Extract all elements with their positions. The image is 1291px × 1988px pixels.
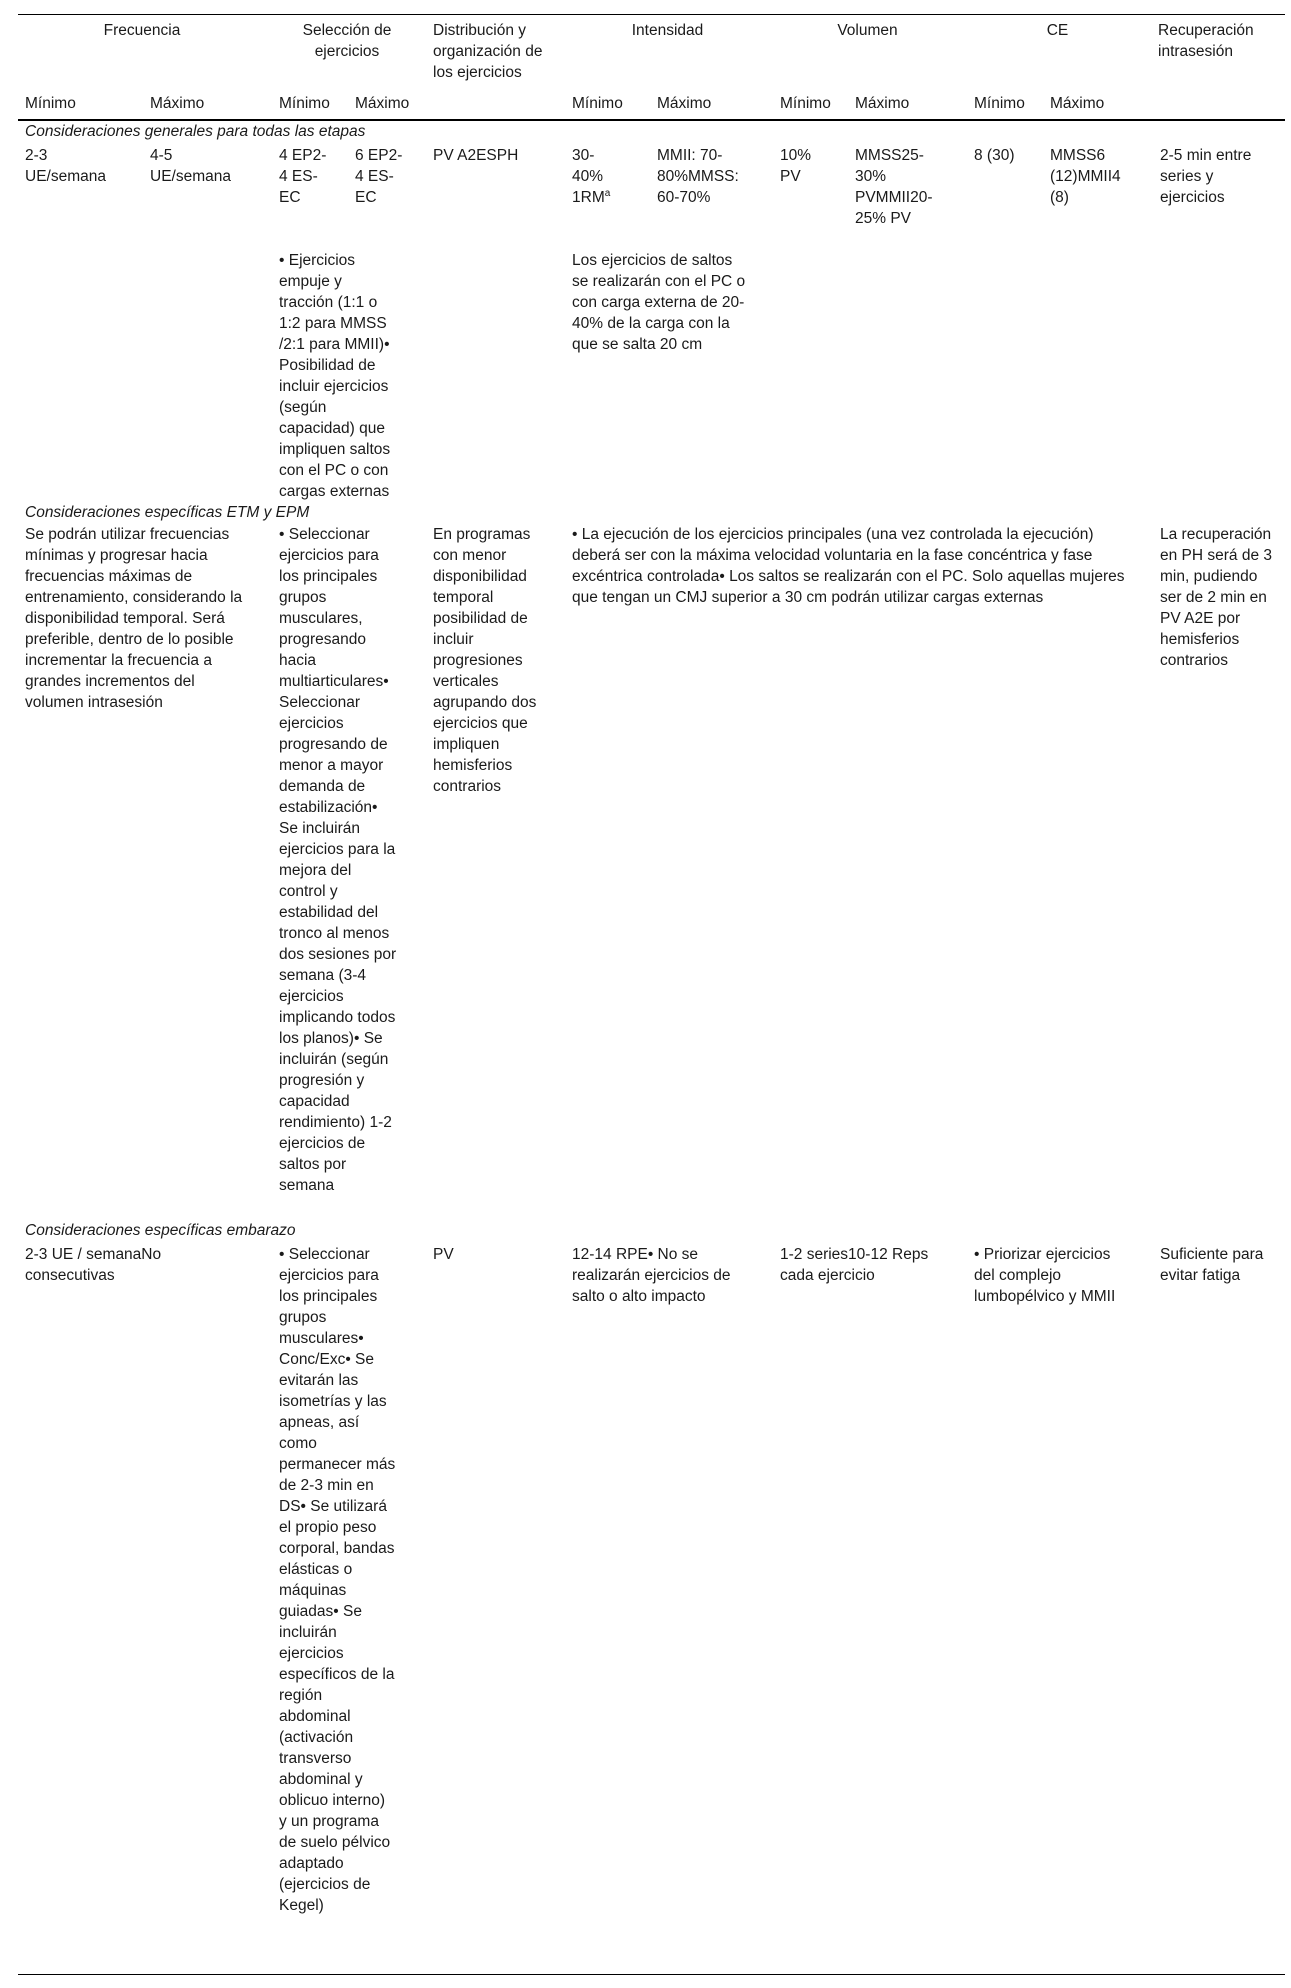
header-ce: CE: [1046, 22, 1069, 39]
embarazo-seleccion: • Seleccionar ejercicios para los principales grupos musculares• Conc/Exc• Se evitarán las isometrías y las apneas, así como permanecer más de 2-3 min en DS• Se utilizará el propio peso corporal, bandas elásticas o máquinas guiadas• Se incluirán ejercicios específicos de la región abdominal (activación transverso abdominal y oblicuo interno) y un programa de suelo pélvico adaptado (ejercicios de Kegel): [279, 1246, 396, 1914]
section-title-generales: Consideraciones generales para todas las etapas: [25, 123, 366, 140]
header-vol-minimo: Mínimo: [780, 95, 831, 112]
section-title-embarazo: Consideraciones específicas embarazo: [25, 1222, 296, 1239]
generales-sel-max: 6 EP2-4 ES-EC: [355, 147, 403, 206]
header-frec-minimo: Mínimo: [25, 95, 76, 112]
etm-distribucion: En programas con menor disponibilidad temporal posibilidad de incluir progresiones verticales agrupando dos ejercicios que impliquen hemisferios contrarios: [433, 526, 537, 795]
generales-vol-max: MMSS25-30% PVMMII20-25% PV: [855, 147, 933, 227]
generales-frec-min: 2-3 UE/semana: [25, 147, 106, 185]
table-top-rule: [18, 14, 1285, 15]
embarazo-distribucion: PV: [433, 1246, 454, 1263]
generales-vol-min: 10% PV: [780, 147, 812, 185]
header-volumen: Volumen: [837, 22, 898, 39]
header-sel-maximo: Máximo: [355, 95, 410, 112]
embarazo-frecuencia: 2-3 UE / semanaNo consecutivas: [25, 1246, 162, 1284]
generales-ce-max: MMSS6 (12)MMII4 (8): [1050, 147, 1121, 206]
header-intensidad: Intensidad: [631, 22, 704, 39]
header-frecuencia: Frecuencia: [103, 22, 181, 39]
header-seleccion: Selección de ejercicios: [302, 22, 392, 60]
header-ce-maximo: Máximo: [1050, 95, 1105, 112]
footnote-a: a: [604, 187, 611, 199]
generales-recuperacion: 2-5 min entre series y ejercicios: [1160, 147, 1252, 206]
etm-intensidad: • La ejecución de los ejercicios principales (una vez controlada la ejecución) deberá ser con la máxima velocidad voluntaria en la fase concéntrica y fase excéntrica controlada• Los saltos se realizarán con el PC. Solo aquellas mujeres que tengan un CMJ superior a 30 cm podrán utilizar cargas externas: [572, 526, 1125, 606]
embarazo-intensidad: 12-14 RPE• No se realizarán ejercicios de salto o alto impacto: [572, 1246, 731, 1305]
header-frec-maximo: Máximo: [150, 95, 205, 112]
etm-seleccion: • Seleccionar ejercicios para los principales grupos musculares, progresando hacia multiarticulares• Seleccionar ejercicios progresando de menor a mayor demanda de estabilización• Se incluirán ejercicios para la mejora del control y estabilidad del tronco al menos dos sesiones por semana (3-4 ejercicios implicando todos los planos)• Se incluirán (según progresión y capacidad rendimiento) 1-2 ejercicios de saltos por semana: [279, 526, 397, 1194]
header-int-minimo: Mínimo: [572, 95, 623, 112]
embarazo-recuperacion: Suficiente para evitar fatiga: [1160, 1246, 1264, 1284]
header-ce-minimo: Mínimo: [974, 95, 1025, 112]
generales-int-min: [572, 145, 624, 208]
header-vol-maximo: Máximo: [855, 95, 910, 112]
header-recuperacion: Recuperación intrasesión: [1158, 22, 1254, 60]
generales-ce-min: 8 (30): [974, 147, 1015, 164]
etm-recuperacion: La recuperación en PH será de 3 min, pudiendo ser de 2 min en PV A2E por hemisferios contrarios: [1160, 526, 1273, 669]
header-sel-minimo: Mínimo: [279, 95, 330, 112]
generales-sel-extra: • Ejercicios empuje y tracción (1:1 o 1:2 para MMSS /2:1 para MMII)• Posibilidad de incluir ejercicios (según capacidad) que impliquen saltos con el PC o con cargas externas: [279, 252, 391, 500]
header-int-maximo: Máximo: [657, 95, 712, 112]
generales-int-min-text: 30-40% 1RM: [572, 147, 605, 206]
embarazo-ce: • Priorizar ejercicios del complejo lumbopélvico y MMII: [974, 1246, 1116, 1305]
generales-int-extra: Los ejercicios de saltos se realizarán con el PC o con carga externa de 20-40% de la carga con la que se salta 20 cm: [572, 252, 746, 353]
generales-frec-max: 4-5 UE/semana: [150, 147, 231, 185]
generales-sel-min: 4 EP2-4 ES-EC: [279, 147, 327, 206]
etm-frecuencia: Se podrán utilizar frecuencias mínimas y progresar hacia frecuencias máximas de entrenamiento, considerando la disponibilidad temporal. Será preferible, dentro de lo posible incrementar la frecuencia a grandes incrementos del volumen intrasesión: [25, 526, 243, 711]
table-bottom-rule: [18, 1974, 1285, 1975]
section-title-etm: Consideraciones específicas ETM y EPM: [25, 504, 310, 521]
generales-distribucion: PV A2ESPH: [433, 147, 519, 164]
embarazo-volumen: 1-2 series10-12 Reps cada ejercicio: [780, 1246, 929, 1284]
header-distribucion: Distribución y organización de los ejercicios: [433, 22, 543, 81]
generales-int-max: MMII: 70-80%MMSS: 60-70%: [657, 147, 739, 206]
